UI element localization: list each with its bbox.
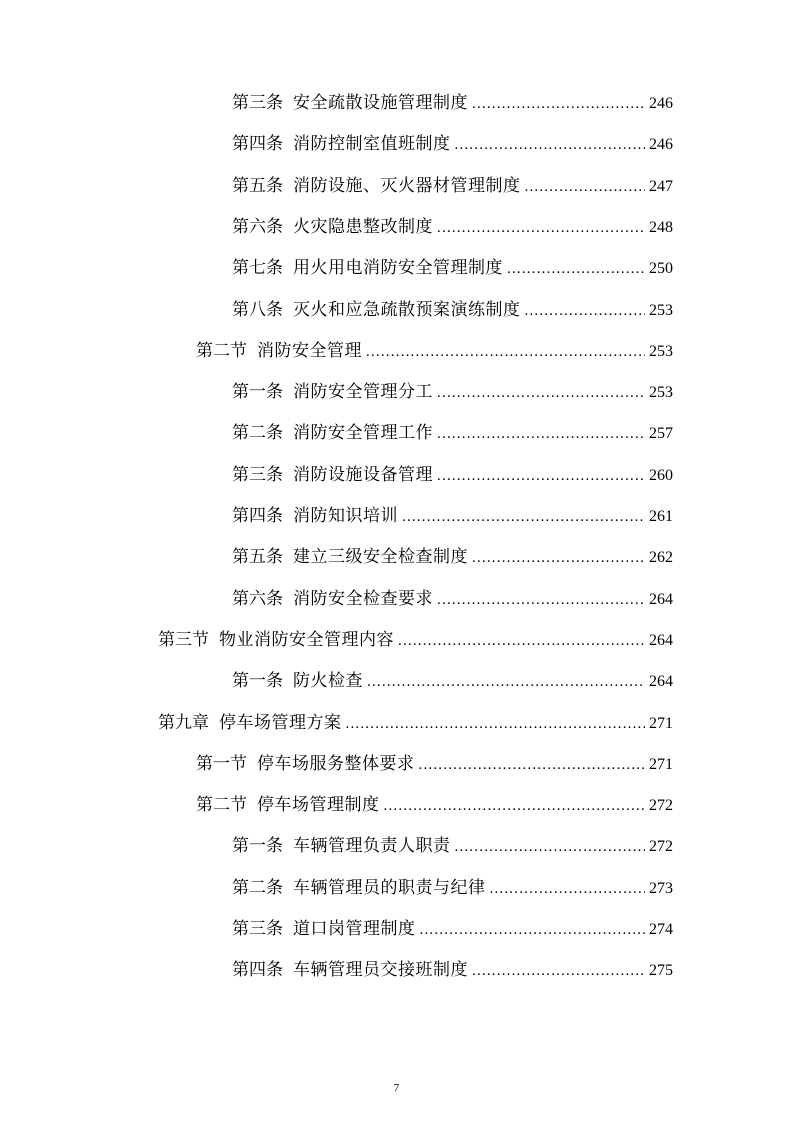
toc-entry-number: 第三条 <box>232 464 283 485</box>
dot-leader <box>455 833 646 861</box>
toc-entry-page: 247 <box>649 177 673 195</box>
toc-entry[interactable] <box>232 296 673 324</box>
dot-leader <box>437 586 645 614</box>
dot-leader <box>525 297 646 325</box>
toc-entry-number: 第八条 <box>232 299 283 320</box>
toc-entry-number: 第一条 <box>232 671 283 692</box>
dot-leader <box>437 420 645 448</box>
toc-entry-page: 260 <box>649 466 673 484</box>
toc-entry-number: 第二节 <box>196 340 247 361</box>
toc-entry-page: 273 <box>649 879 673 897</box>
toc-entry-title: 道口岗管理制度 <box>293 919 416 939</box>
toc-entry-number: 第五条 <box>232 175 283 196</box>
dot-leader <box>346 710 646 738</box>
toc-entry[interactable] <box>232 667 673 695</box>
toc-entry-page: 257 <box>649 425 673 443</box>
toc-entry-number: 第二条 <box>232 877 283 898</box>
dot-leader <box>398 627 645 655</box>
toc-entry-title: 消防安全管理分工 <box>293 382 433 403</box>
toc-entry[interactable] <box>232 956 673 984</box>
toc-entry-title: 消防安全管理 <box>257 340 362 361</box>
toc-entry[interactable] <box>232 874 673 902</box>
toc-entry-number: 第五条 <box>232 547 283 568</box>
dot-leader <box>384 792 646 820</box>
dot-leader <box>437 379 645 407</box>
toc-entry[interactable] <box>232 585 673 613</box>
dot-leader <box>366 338 645 366</box>
toc-entry[interactable] <box>196 791 673 819</box>
toc-entry-number: 第一节 <box>196 753 247 774</box>
toc-entry-title: 车辆管理员交接班制度 <box>293 960 468 981</box>
toc-entry-page: 271 <box>649 714 673 732</box>
toc-entry[interactable] <box>232 130 673 158</box>
toc-entry-title: 消防控制室值班制度 <box>293 134 451 155</box>
toc-entry[interactable] <box>232 915 673 943</box>
toc-entry-page: 248 <box>649 218 673 236</box>
toc-entry-number: 第一条 <box>232 382 283 403</box>
toc-entry-title: 消防设施、灭火器材管理制度 <box>293 175 521 196</box>
toc-entry-title: 消防安全管理工作 <box>293 423 433 444</box>
dot-leader <box>472 957 645 985</box>
toc-entry-page: 253 <box>649 384 673 402</box>
toc-entry-title: 消防知识培训 <box>293 506 398 526</box>
toc-entry-title: 消防设施设备管理 <box>293 464 433 485</box>
toc-entry-number: 第九章 <box>158 712 209 733</box>
dot-leader <box>472 544 645 572</box>
toc-entry-title: 停车场管理制度 <box>257 795 380 816</box>
toc-entry[interactable] <box>232 89 673 117</box>
toc-entry[interactable] <box>232 543 673 571</box>
toc-entry-page: 261 <box>649 508 673 525</box>
toc-entry[interactable] <box>158 709 673 737</box>
toc-entry-title: 灭火和应急疏散预案演练制度 <box>293 299 521 320</box>
dot-leader <box>472 90 645 118</box>
toc-entry-title: 车辆管理员的职责与纪律 <box>293 877 486 898</box>
toc-entry-title: 防火检查 <box>293 671 363 692</box>
toc-entry[interactable] <box>232 378 673 406</box>
toc-entry-number: 第四条 <box>232 134 283 155</box>
toc-entry-title: 建立三级安全检查制度 <box>293 547 468 568</box>
toc-entry-number: 第六条 <box>232 588 283 609</box>
dot-leader <box>525 173 646 201</box>
toc-entry-number: 第三节 <box>158 629 209 650</box>
toc-entry-number: 第四条 <box>232 960 283 981</box>
toc-entry-title: 火灾隐患整改制度 <box>293 216 433 237</box>
page-number: 7 <box>393 1082 400 1094</box>
toc-entry[interactable] <box>232 254 673 282</box>
toc-entry-number: 第三条 <box>232 93 283 113</box>
toc-entry-number: 第三条 <box>232 919 283 939</box>
toc-entry[interactable] <box>196 337 673 365</box>
toc-entry[interactable] <box>196 750 673 778</box>
toc-entry-title: 用火用电消防安全管理制度 <box>293 258 503 279</box>
toc-entry-page: 272 <box>649 797 673 815</box>
dot-leader <box>490 875 646 903</box>
toc-entry-number: 第六条 <box>232 216 283 237</box>
toc-entry-page: 262 <box>649 549 673 567</box>
toc-entry-page: 250 <box>649 260 673 278</box>
toc-entry-title: 安全疏散设施管理制度 <box>293 93 468 113</box>
toc-entry-number: 第一条 <box>232 836 283 857</box>
toc-entry[interactable] <box>232 419 673 447</box>
toc-entry[interactable] <box>232 172 673 200</box>
dot-leader <box>455 131 646 159</box>
toc-entry-page: 264 <box>649 673 673 691</box>
dot-leader <box>420 916 646 944</box>
dot-leader <box>367 668 645 696</box>
toc-entry-title: 消防安全检查要求 <box>293 588 433 609</box>
toc-entry-page: 275 <box>649 962 673 980</box>
toc-entry-page: 246 <box>649 136 673 154</box>
toc-entry[interactable] <box>232 832 673 860</box>
toc-entry-title: 停车场服务整体要求 <box>257 753 415 774</box>
toc-entry-page: 272 <box>649 838 673 856</box>
toc-entry-page: 264 <box>649 631 673 649</box>
dot-leader <box>437 462 645 490</box>
dot-leader <box>507 255 645 283</box>
toc-entry-title: 物业消防安全管理内容 <box>219 629 394 650</box>
dot-leader <box>419 751 646 779</box>
toc-entry[interactable] <box>232 213 673 241</box>
toc-entry-title: 停车场管理方案 <box>219 712 342 733</box>
toc-entry-page: 253 <box>649 342 673 360</box>
dot-leader <box>437 214 645 242</box>
toc-entry-page: 253 <box>649 301 673 319</box>
toc-entry[interactable] <box>232 502 673 530</box>
toc-entry[interactable] <box>158 626 673 654</box>
toc-entry-page: 264 <box>649 590 673 608</box>
toc-entry-number: 第四条 <box>232 506 283 526</box>
toc-entry[interactable] <box>232 461 673 489</box>
toc-entry-title: 车辆管理负责人职责 <box>293 836 451 857</box>
toc-entry-number: 第二条 <box>232 423 283 444</box>
toc-entry-number: 第二节 <box>196 795 247 816</box>
toc-entry-page: 246 <box>649 95 673 112</box>
dot-leader <box>402 503 645 531</box>
toc-entry-number: 第七条 <box>232 258 283 279</box>
toc-entry-page: 274 <box>649 921 673 938</box>
toc-entry-page: 271 <box>649 755 673 773</box>
